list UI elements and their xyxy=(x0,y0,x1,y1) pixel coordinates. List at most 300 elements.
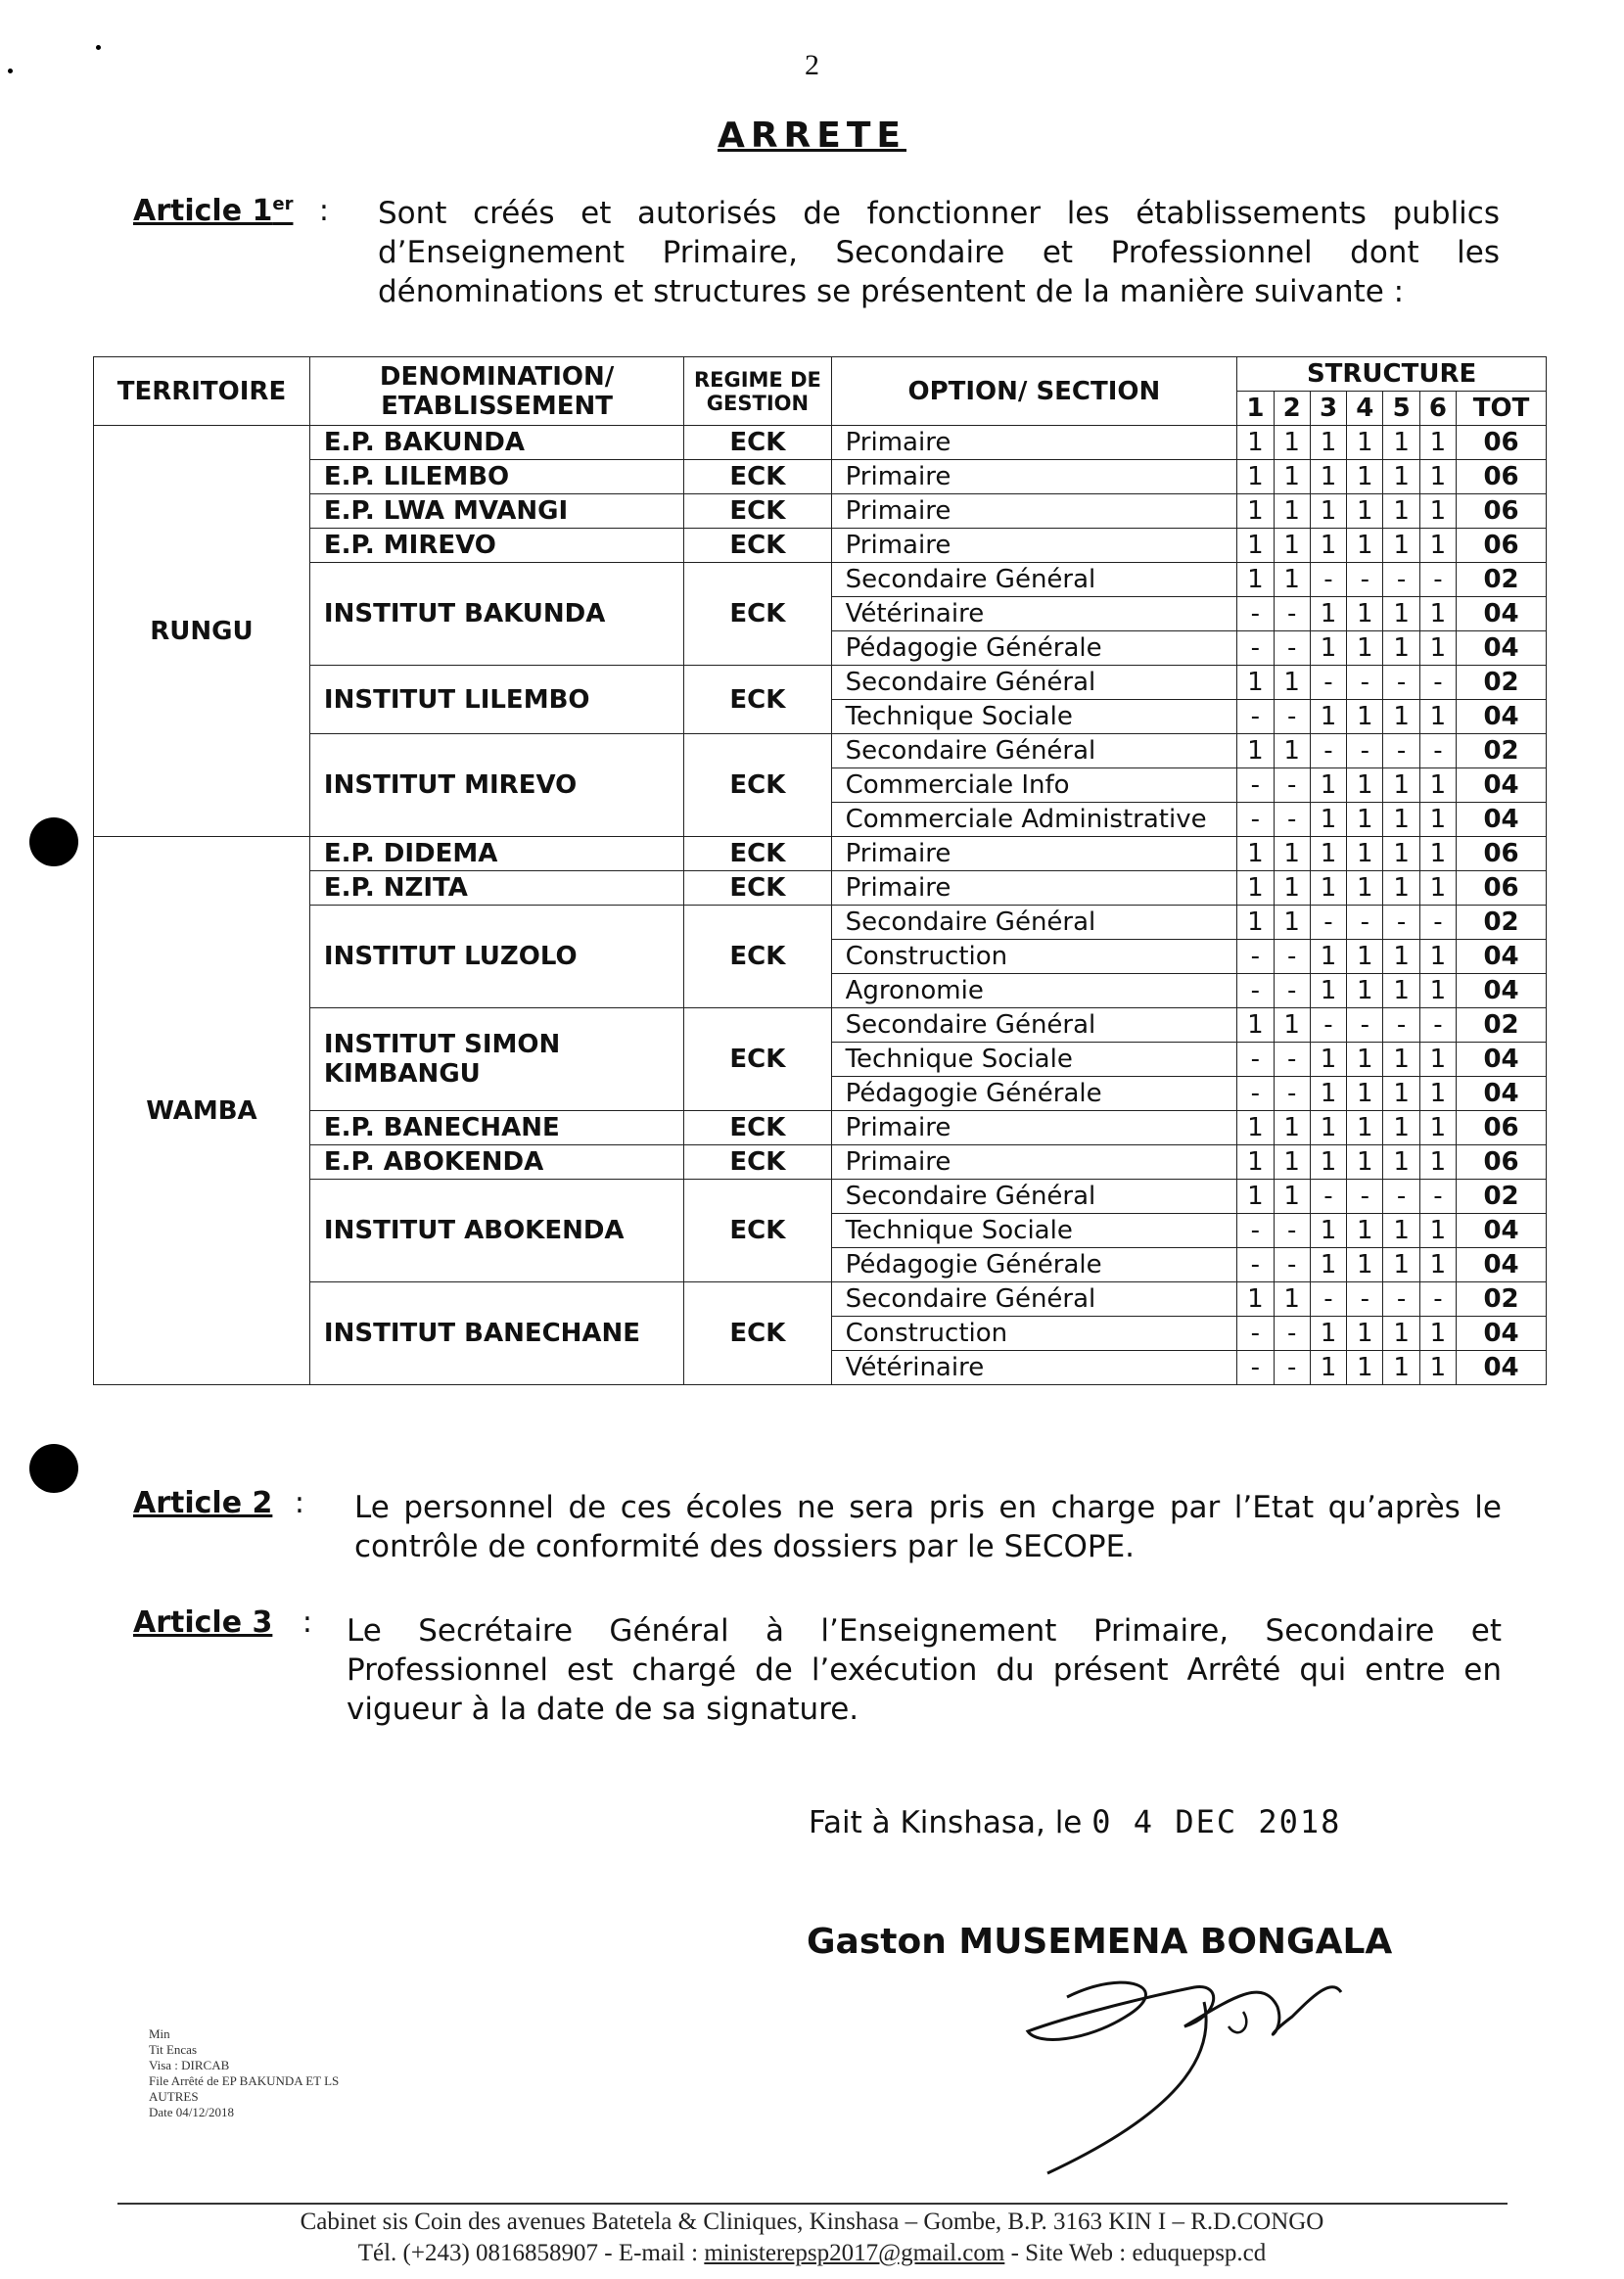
year-4-cell: 1 xyxy=(1347,974,1383,1008)
place-date-line: Fait à Kinshasa, le 0 4 DEC 2018 xyxy=(809,1803,1342,1840)
year-4-cell: 1 xyxy=(1347,1248,1383,1282)
page-title: ARRETE xyxy=(717,116,907,156)
year-5-cell: 1 xyxy=(1383,1145,1419,1180)
year-2-cell: 1 xyxy=(1274,1111,1310,1145)
year-2-cell: - xyxy=(1274,940,1310,974)
year-6-cell: 1 xyxy=(1419,460,1456,494)
option-cell: Agronomie xyxy=(831,974,1237,1008)
year-6-cell: 1 xyxy=(1419,631,1456,666)
article3-label: Article 3 : xyxy=(133,1605,312,1640)
regime-cell: ECK xyxy=(684,494,831,529)
table-row xyxy=(94,666,1547,700)
option-cell: Primaire xyxy=(831,871,1237,906)
regime-cell: ECK xyxy=(684,1282,831,1385)
year-2-cell: 1 xyxy=(1274,426,1310,460)
article3-text: Le Secrétaire Général à l’Enseignement Primaire, Secondaire et Professionnel est chargé de l’exécution du présent Arrêté qui entre en vigueur à la date de sa signature. xyxy=(347,1613,1502,1727)
year-1-cell: - xyxy=(1237,803,1274,837)
year-3-cell: - xyxy=(1310,666,1346,700)
year-1-cell: - xyxy=(1237,1317,1274,1351)
year-1-cell: 1 xyxy=(1237,837,1274,871)
school-name-cell: INSTITUT MIREVO xyxy=(309,734,683,837)
year-6-cell: 1 xyxy=(1419,700,1456,734)
school-name-cell: E.P. BAKUNDA xyxy=(309,426,683,460)
year-5-cell: 1 xyxy=(1383,1111,1419,1145)
year-5-cell: 1 xyxy=(1383,803,1419,837)
date-stamp: 0 4 DEC 2018 xyxy=(1091,1803,1342,1840)
year-2-cell: 1 xyxy=(1274,734,1310,768)
signature xyxy=(1008,1958,1380,2183)
year-3-cell: 1 xyxy=(1310,700,1346,734)
year-5-cell: 1 xyxy=(1383,597,1419,631)
year-4-cell: - xyxy=(1347,666,1383,700)
header-regime: REGIME DE GESTION xyxy=(684,357,831,426)
regime-cell: ECK xyxy=(684,837,831,871)
year-5-cell: - xyxy=(1383,1008,1419,1043)
year-5-cell: - xyxy=(1383,1282,1419,1317)
year-6-cell: 1 xyxy=(1419,768,1456,803)
option-cell: Primaire xyxy=(831,426,1237,460)
reference-line: Visa : DIRCAB xyxy=(149,2058,230,2072)
reference-block xyxy=(149,2026,339,2120)
option-cell: Primaire xyxy=(831,1111,1237,1145)
year-4-cell: 1 xyxy=(1347,631,1383,666)
year-5-cell: 1 xyxy=(1383,1214,1419,1248)
year-3-cell: 1 xyxy=(1310,1317,1346,1351)
year-5-cell: - xyxy=(1383,563,1419,597)
year-3-cell: - xyxy=(1310,1282,1346,1317)
year-2-cell: 1 xyxy=(1274,529,1310,563)
year-2-cell: - xyxy=(1274,1317,1310,1351)
school-name-cell: INSTITUT ABOKENDA xyxy=(309,1180,683,1282)
year-4-cell: 1 xyxy=(1347,1043,1383,1077)
year-2-cell: 1 xyxy=(1274,1180,1310,1214)
signer-name: Gaston MUSEMENA BONGALA xyxy=(807,1922,1393,1962)
total-cell: 02 xyxy=(1457,666,1547,700)
year-3-cell: 1 xyxy=(1310,494,1346,529)
total-cell: 06 xyxy=(1457,837,1547,871)
year-1-cell: - xyxy=(1237,1214,1274,1248)
option-cell: Pédagogie Générale xyxy=(831,631,1237,666)
territory-cell: WAMBA xyxy=(94,837,310,1385)
total-cell: 04 xyxy=(1457,631,1547,666)
total-cell: 04 xyxy=(1457,1043,1547,1077)
regime-cell: ECK xyxy=(684,1111,831,1145)
option-cell: Construction xyxy=(831,940,1237,974)
year-1-cell: 1 xyxy=(1237,906,1274,940)
year-6-cell: - xyxy=(1419,1180,1456,1214)
table-row xyxy=(94,837,1547,871)
regime-cell: ECK xyxy=(684,426,831,460)
table-row xyxy=(94,1145,1547,1180)
table-row xyxy=(94,734,1547,768)
year-1-cell: - xyxy=(1237,1351,1274,1385)
year-1-cell: - xyxy=(1237,631,1274,666)
year-4-cell: 1 xyxy=(1347,1145,1383,1180)
year-1-cell: 1 xyxy=(1237,1180,1274,1214)
year-5-cell: 1 xyxy=(1383,460,1419,494)
schools-table xyxy=(93,356,1547,1385)
year-5-cell: 1 xyxy=(1383,631,1419,666)
regime-cell: ECK xyxy=(684,460,831,494)
option-cell: Pédagogie Générale xyxy=(831,1248,1237,1282)
year-6-cell: 1 xyxy=(1419,1043,1456,1077)
article1-text: Sont créés et autorisés de fonctionner les établissements publics d’Enseignement Primaire, Secondaire et Professionnel dont les dénominations et structures se présentent de la manière suivante : xyxy=(378,196,1500,309)
header-year-4: 4 xyxy=(1347,392,1383,426)
year-6-cell: - xyxy=(1419,1008,1456,1043)
year-4-cell: 1 xyxy=(1347,494,1383,529)
year-1-cell: - xyxy=(1237,700,1274,734)
school-name-cell: INSTITUT SIMON KIMBANGU xyxy=(309,1008,683,1111)
table-row xyxy=(94,460,1547,494)
year-5-cell: 1 xyxy=(1383,494,1419,529)
year-1-cell: 1 xyxy=(1237,871,1274,906)
regime-cell: ECK xyxy=(684,666,831,734)
option-cell: Commerciale Info xyxy=(831,768,1237,803)
year-4-cell: 1 xyxy=(1347,426,1383,460)
year-6-cell: 1 xyxy=(1419,1214,1456,1248)
option-cell: Secondaire Général xyxy=(831,563,1237,597)
year-1-cell: 1 xyxy=(1237,666,1274,700)
regime-cell: ECK xyxy=(684,529,831,563)
regime-cell: ECK xyxy=(684,1180,831,1282)
year-4-cell: - xyxy=(1347,1180,1383,1214)
year-1-cell: 1 xyxy=(1237,426,1274,460)
total-cell: 02 xyxy=(1457,1008,1547,1043)
table-row xyxy=(94,1008,1547,1043)
year-2-cell: - xyxy=(1274,1351,1310,1385)
reference-line: AUTRES xyxy=(149,2089,199,2104)
option-cell: Pédagogie Générale xyxy=(831,1077,1237,1111)
year-6-cell: 1 xyxy=(1419,494,1456,529)
year-4-cell: 1 xyxy=(1347,1077,1383,1111)
regime-cell: ECK xyxy=(684,906,831,1008)
year-2-cell: 1 xyxy=(1274,460,1310,494)
header-year-2: 2 xyxy=(1274,392,1310,426)
year-2-cell: 1 xyxy=(1274,1282,1310,1317)
table-row xyxy=(94,426,1547,460)
article2-label: Article 2 : xyxy=(133,1486,304,1520)
year-2-cell: - xyxy=(1274,768,1310,803)
year-4-cell: 1 xyxy=(1347,700,1383,734)
year-1-cell: 1 xyxy=(1237,494,1274,529)
school-name-cell: INSTITUT BAKUNDA xyxy=(309,563,683,666)
punch-hole xyxy=(29,817,78,866)
year-3-cell: - xyxy=(1310,906,1346,940)
option-cell: Primaire xyxy=(831,460,1237,494)
year-2-cell: 1 xyxy=(1274,837,1310,871)
year-5-cell: 1 xyxy=(1383,1248,1419,1282)
total-cell: 06 xyxy=(1457,529,1547,563)
year-3-cell: 1 xyxy=(1310,631,1346,666)
year-6-cell: 1 xyxy=(1419,1317,1456,1351)
year-4-cell: - xyxy=(1347,563,1383,597)
year-5-cell: 1 xyxy=(1383,700,1419,734)
year-2-cell: 1 xyxy=(1274,1008,1310,1043)
year-6-cell: 1 xyxy=(1419,940,1456,974)
year-4-cell: - xyxy=(1347,906,1383,940)
total-cell: 06 xyxy=(1457,871,1547,906)
header-year-1: 1 xyxy=(1237,392,1274,426)
year-5-cell: 1 xyxy=(1383,1351,1419,1385)
total-cell: 04 xyxy=(1457,597,1547,631)
school-name-cell: INSTITUT LILEMBO xyxy=(309,666,683,734)
year-4-cell: 1 xyxy=(1347,1317,1383,1351)
year-5-cell: - xyxy=(1383,1180,1419,1214)
year-5-cell: 1 xyxy=(1383,1077,1419,1111)
year-6-cell: 1 xyxy=(1419,1145,1456,1180)
year-4-cell: 1 xyxy=(1347,460,1383,494)
option-cell: Secondaire Général xyxy=(831,906,1237,940)
total-cell: 04 xyxy=(1457,1077,1547,1111)
school-name-cell: E.P. MIREVO xyxy=(309,529,683,563)
year-3-cell: 1 xyxy=(1310,529,1346,563)
school-name-cell: E.P. LWA MVANGI xyxy=(309,494,683,529)
option-cell: Secondaire Général xyxy=(831,666,1237,700)
total-cell: 04 xyxy=(1457,1317,1547,1351)
year-5-cell: 1 xyxy=(1383,768,1419,803)
year-4-cell: - xyxy=(1347,1008,1383,1043)
year-2-cell: - xyxy=(1274,1248,1310,1282)
total-cell: 04 xyxy=(1457,1351,1547,1385)
year-6-cell: 1 xyxy=(1419,1351,1456,1385)
year-6-cell: 1 xyxy=(1419,597,1456,631)
punch-hole xyxy=(29,1444,78,1493)
option-cell: Construction xyxy=(831,1317,1237,1351)
year-2-cell: 1 xyxy=(1274,1145,1310,1180)
option-cell: Primaire xyxy=(831,529,1237,563)
header-year-3: 3 xyxy=(1310,392,1346,426)
option-cell: Primaire xyxy=(831,837,1237,871)
year-4-cell: 1 xyxy=(1347,1351,1383,1385)
year-2-cell: 1 xyxy=(1274,494,1310,529)
year-5-cell: 1 xyxy=(1383,1317,1419,1351)
year-1-cell: 1 xyxy=(1237,529,1274,563)
reference-line: Date 04/12/2018 xyxy=(149,2105,235,2119)
year-3-cell: 1 xyxy=(1310,1248,1346,1282)
year-3-cell: 1 xyxy=(1310,940,1346,974)
year-3-cell: 1 xyxy=(1310,871,1346,906)
header-year-5: 5 xyxy=(1383,392,1419,426)
year-3-cell: 1 xyxy=(1310,426,1346,460)
year-1-cell: - xyxy=(1237,940,1274,974)
year-2-cell: 1 xyxy=(1274,563,1310,597)
table-row xyxy=(94,906,1547,940)
year-1-cell: - xyxy=(1237,1248,1274,1282)
total-cell: 06 xyxy=(1457,1111,1547,1145)
year-6-cell: 1 xyxy=(1419,426,1456,460)
year-6-cell: 1 xyxy=(1419,871,1456,906)
year-6-cell: 1 xyxy=(1419,803,1456,837)
table-row xyxy=(94,871,1547,906)
year-2-cell: 1 xyxy=(1274,906,1310,940)
option-cell: Secondaire Général xyxy=(831,1180,1237,1214)
option-cell: Technique Sociale xyxy=(831,1214,1237,1248)
year-3-cell: - xyxy=(1310,563,1346,597)
year-2-cell: 1 xyxy=(1274,871,1310,906)
total-cell: 04 xyxy=(1457,1214,1547,1248)
year-4-cell: 1 xyxy=(1347,803,1383,837)
option-cell: Vétérinaire xyxy=(831,597,1237,631)
year-5-cell: - xyxy=(1383,666,1419,700)
year-5-cell: 1 xyxy=(1383,871,1419,906)
total-cell: 04 xyxy=(1457,700,1547,734)
school-name-cell: E.P. BANECHANE xyxy=(309,1111,683,1145)
regime-cell: ECK xyxy=(684,563,831,666)
page-number: 2 xyxy=(805,49,819,81)
table-row xyxy=(94,1111,1547,1145)
header-territoire: TERRITOIRE xyxy=(94,357,310,426)
year-5-cell: - xyxy=(1383,734,1419,768)
year-1-cell: 1 xyxy=(1237,1145,1274,1180)
year-4-cell: 1 xyxy=(1347,837,1383,871)
total-cell: 06 xyxy=(1457,426,1547,460)
total-cell: 02 xyxy=(1457,563,1547,597)
year-3-cell: 1 xyxy=(1310,1043,1346,1077)
year-1-cell: - xyxy=(1237,974,1274,1008)
option-cell: Primaire xyxy=(831,1145,1237,1180)
footer-rule xyxy=(117,2203,1508,2205)
year-2-cell: - xyxy=(1274,597,1310,631)
year-4-cell: 1 xyxy=(1347,1214,1383,1248)
year-4-cell: 1 xyxy=(1347,597,1383,631)
year-4-cell: 1 xyxy=(1347,768,1383,803)
option-cell: Secondaire Général xyxy=(831,1008,1237,1043)
year-6-cell: 1 xyxy=(1419,1111,1456,1145)
year-3-cell: - xyxy=(1310,1008,1346,1043)
year-3-cell: 1 xyxy=(1310,1214,1346,1248)
year-1-cell: - xyxy=(1237,1043,1274,1077)
total-cell: 04 xyxy=(1457,803,1547,837)
table-row xyxy=(94,563,1547,597)
header-year-6: 6 xyxy=(1419,392,1456,426)
year-4-cell: - xyxy=(1347,734,1383,768)
year-2-cell: - xyxy=(1274,1043,1310,1077)
total-cell: 02 xyxy=(1457,1282,1547,1317)
year-1-cell: - xyxy=(1237,768,1274,803)
reference-line: Tit Encas xyxy=(149,2042,197,2057)
year-3-cell: 1 xyxy=(1310,837,1346,871)
header-denomination: DENOMINATION/ ETABLISSEMENT xyxy=(309,357,683,426)
footer-contact: Tél. (+243) 0816858907 - E-mail : ministerepsp2017@gmail.com - Site Web : eduquepsp.cd xyxy=(357,2240,1267,2266)
option-cell: Commerciale Administrative xyxy=(831,803,1237,837)
year-2-cell: - xyxy=(1274,631,1310,666)
table-row xyxy=(94,529,1547,563)
year-3-cell: 1 xyxy=(1310,597,1346,631)
year-3-cell: 1 xyxy=(1310,1077,1346,1111)
table-row xyxy=(94,494,1547,529)
year-4-cell: 1 xyxy=(1347,940,1383,974)
year-3-cell: 1 xyxy=(1310,803,1346,837)
year-3-cell: 1 xyxy=(1310,974,1346,1008)
year-1-cell: 1 xyxy=(1237,460,1274,494)
year-5-cell: 1 xyxy=(1383,837,1419,871)
article1-label: Article 1er : xyxy=(133,194,330,228)
total-cell: 06 xyxy=(1457,460,1547,494)
total-cell: 04 xyxy=(1457,1248,1547,1282)
year-3-cell: 1 xyxy=(1310,768,1346,803)
year-5-cell: 1 xyxy=(1383,974,1419,1008)
year-1-cell: 1 xyxy=(1237,734,1274,768)
header-structure: STRUCTURE xyxy=(1237,357,1547,392)
school-name-cell: INSTITUT BANECHANE xyxy=(309,1282,683,1385)
year-5-cell: 1 xyxy=(1383,426,1419,460)
option-cell: Primaire xyxy=(831,494,1237,529)
total-cell: 06 xyxy=(1457,494,1547,529)
year-1-cell: - xyxy=(1237,1077,1274,1111)
year-2-cell: - xyxy=(1274,1214,1310,1248)
reference-line: Min xyxy=(149,2026,170,2041)
year-6-cell: 1 xyxy=(1419,837,1456,871)
year-6-cell: - xyxy=(1419,563,1456,597)
year-6-cell: - xyxy=(1419,734,1456,768)
article2-text: Le personnel de ces écoles ne sera pris en charge par l’Etat qu’après le contrôle de conformité des dossiers par le SECOPE. xyxy=(354,1490,1502,1564)
year-1-cell: 1 xyxy=(1237,563,1274,597)
regime-cell: ECK xyxy=(684,1145,831,1180)
year-2-cell: - xyxy=(1274,803,1310,837)
footer-address: Cabinet sis Coin des avenues Batetela & Cliniques, Kinshasa – Gombe, B.P. 3163 KIN I – R.D.CONGO xyxy=(300,2209,1324,2235)
year-2-cell: - xyxy=(1274,974,1310,1008)
footer-website[interactable]: eduquepsp.cd xyxy=(1132,2240,1267,2266)
option-cell: Secondaire Général xyxy=(831,734,1237,768)
year-6-cell: 1 xyxy=(1419,1077,1456,1111)
year-2-cell: - xyxy=(1274,700,1310,734)
year-3-cell: 1 xyxy=(1310,1145,1346,1180)
regime-cell: ECK xyxy=(684,871,831,906)
school-name-cell: INSTITUT LUZOLO xyxy=(309,906,683,1008)
option-cell: Vétérinaire xyxy=(831,1351,1237,1385)
footer-email[interactable]: ministerepsp2017@gmail.com xyxy=(704,2240,1005,2266)
year-1-cell: 1 xyxy=(1237,1282,1274,1317)
year-3-cell: 1 xyxy=(1310,1351,1346,1385)
total-cell: 04 xyxy=(1457,940,1547,974)
year-4-cell: 1 xyxy=(1347,1111,1383,1145)
school-name-cell: E.P. LILEMBO xyxy=(309,460,683,494)
year-1-cell: - xyxy=(1237,597,1274,631)
year-6-cell: - xyxy=(1419,906,1456,940)
header-option: OPTION/ SECTION xyxy=(831,357,1237,426)
total-cell: 02 xyxy=(1457,734,1547,768)
option-cell: Technique Sociale xyxy=(831,700,1237,734)
year-3-cell: - xyxy=(1310,1180,1346,1214)
territory-cell: RUNGU xyxy=(94,426,310,837)
year-3-cell: 1 xyxy=(1310,460,1346,494)
regime-cell: ECK xyxy=(684,1008,831,1111)
table-row xyxy=(94,1282,1547,1317)
year-1-cell: 1 xyxy=(1237,1111,1274,1145)
year-2-cell: 1 xyxy=(1274,666,1310,700)
year-6-cell: 1 xyxy=(1419,1248,1456,1282)
reference-line: File Arrêté de EP BAKUNDA ET LS xyxy=(149,2073,340,2088)
option-cell: Secondaire Général xyxy=(831,1282,1237,1317)
year-5-cell: - xyxy=(1383,906,1419,940)
year-5-cell: 1 xyxy=(1383,1043,1419,1077)
year-2-cell: - xyxy=(1274,1077,1310,1111)
school-name-cell: E.P. DIDEMA xyxy=(309,837,683,871)
total-cell: 04 xyxy=(1457,768,1547,803)
year-6-cell: 1 xyxy=(1419,974,1456,1008)
year-1-cell: 1 xyxy=(1237,1008,1274,1043)
year-4-cell: 1 xyxy=(1347,529,1383,563)
option-cell: Technique Sociale xyxy=(831,1043,1237,1077)
year-5-cell: 1 xyxy=(1383,940,1419,974)
total-cell: 02 xyxy=(1457,1180,1547,1214)
year-4-cell: 1 xyxy=(1347,871,1383,906)
year-6-cell: 1 xyxy=(1419,529,1456,563)
header-tot: TOT xyxy=(1457,392,1547,426)
year-4-cell: - xyxy=(1347,1282,1383,1317)
total-cell: 02 xyxy=(1457,906,1547,940)
table-row xyxy=(94,1180,1547,1214)
